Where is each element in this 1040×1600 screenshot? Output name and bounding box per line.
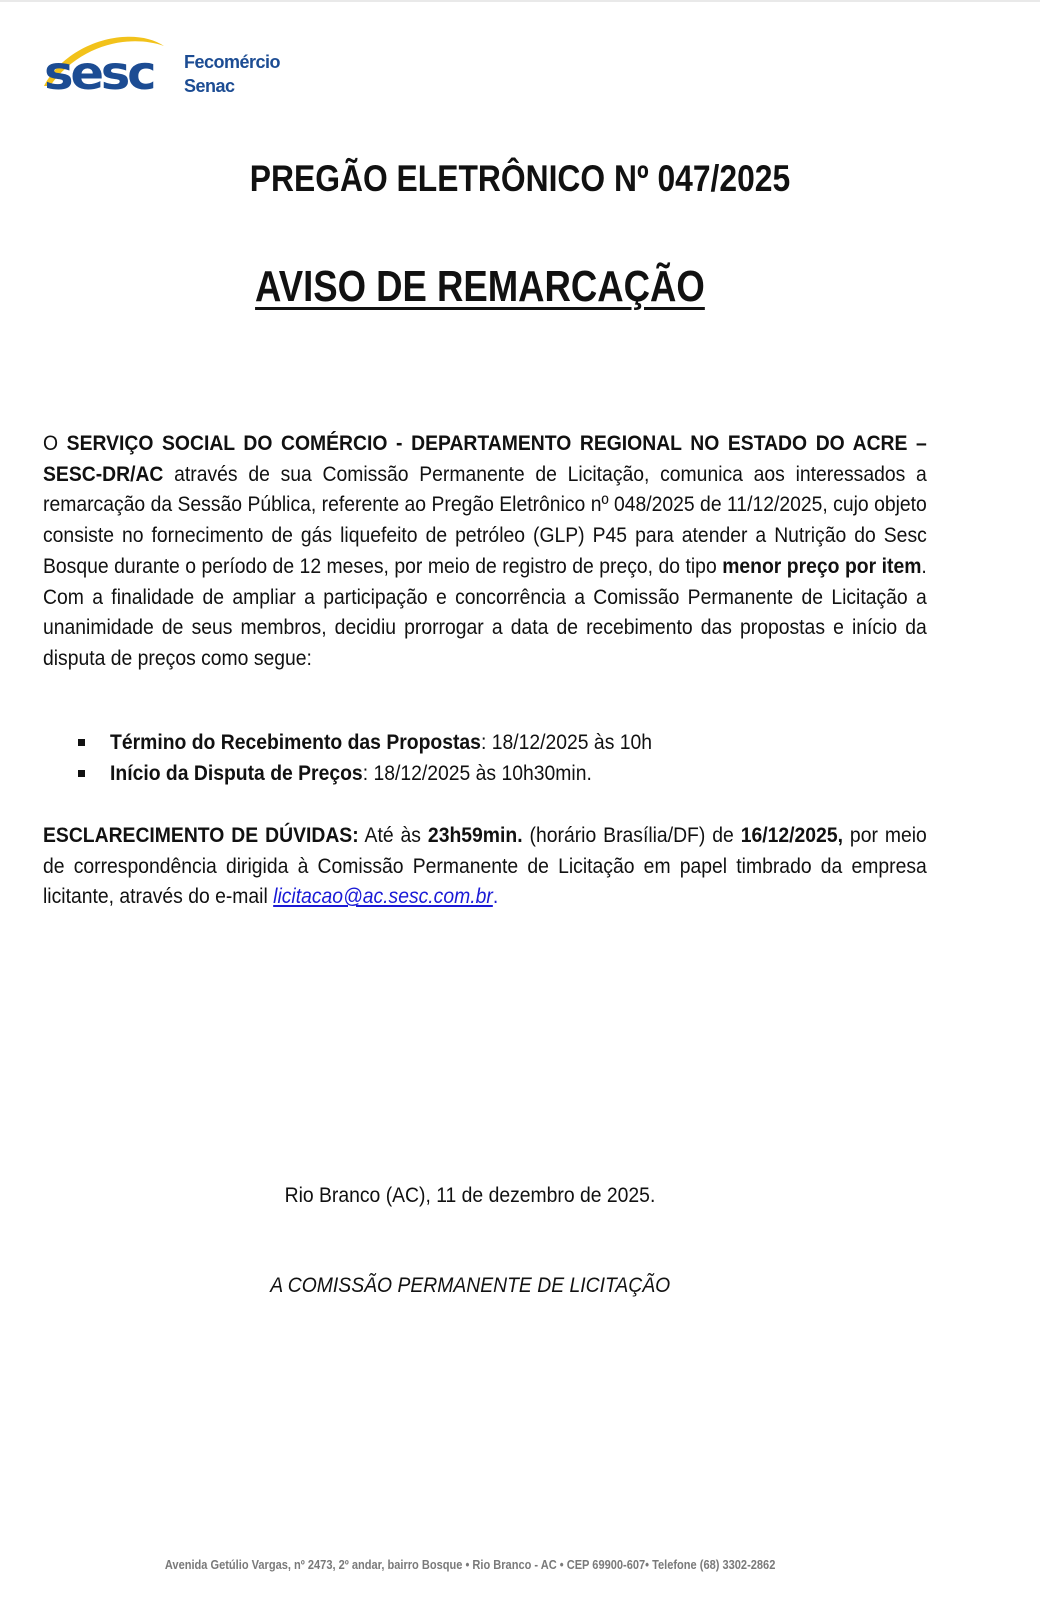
schedule-label: Término do Recebimento das Propostas bbox=[110, 730, 481, 754]
clarification-text: (horário Brasília/DF) de bbox=[522, 823, 741, 847]
page-top-border bbox=[0, 0, 1040, 2]
logo-senac-text: Senac bbox=[184, 76, 235, 96]
clarification-text: . bbox=[492, 884, 499, 909]
body-text: através de sua Comissão Permanente de Licitação, comunica aos interessados a remarcação da Sessão Pública, referente ao Pregão Eletrônico nº 048/2025 de 11/12/2025, cujo objeto consiste no fornecimento de gás liquefeito de petróleo (GLP) P45 para atender a Nutrição do Sesc Bosque durante o período de 12 meses, por meio de registro de preço, do tipo bbox=[43, 461, 927, 578]
bullet-icon bbox=[78, 770, 85, 777]
organization-name: SERVIÇO SOCIAL DO COMÉRCIO - DEPARTAMENTO REGIONAL NO ESTADO DO ACRE – SESC-DR/AC bbox=[43, 431, 927, 486]
bullet-icon bbox=[78, 739, 85, 746]
clarification-paragraph bbox=[43, 820, 927, 912]
clarification-text: Até às bbox=[358, 823, 428, 847]
clarification-label: ESCLARECIMENTO DE DÚVIDAS: bbox=[43, 823, 359, 847]
schedule-value: : 18/12/2025 às 10h bbox=[480, 730, 653, 754]
schedule-item bbox=[78, 758, 712, 789]
clarification-text: por meio de correspondência dirigida à Comissão Permanente de Licitação em papel timbrado da empresa licitante, através do e-mail bbox=[43, 823, 927, 909]
schedule-label: Início da Disputa de Preços bbox=[110, 760, 363, 785]
body-paragraph bbox=[43, 428, 927, 674]
schedule-value: : 18/12/2025 às 10h30min. bbox=[362, 760, 592, 785]
logo-sesc-text: sesc bbox=[44, 46, 154, 100]
email-link[interactable]: licitacao@ac.sesc.com.br bbox=[273, 884, 493, 909]
signature: A COMISSÃO PERMANENTE DE LICITAÇÃO bbox=[270, 1273, 670, 1297]
document-subtitle: AVISO DE REMARCAÇÃO bbox=[255, 262, 705, 311]
body-intro: O bbox=[43, 431, 67, 455]
logo-fecomercio-text: Fecomércio bbox=[184, 52, 281, 72]
document-title: PREGÃO ELETRÔNICO Nº 047/2025 bbox=[249, 158, 791, 199]
clarification-deadline-date: 16/12/2025, bbox=[740, 823, 843, 847]
sesc-logo bbox=[40, 28, 320, 100]
clarification-deadline-time: 23h59min. bbox=[427, 823, 523, 847]
bid-type: menor preço por item bbox=[722, 553, 922, 578]
footer-address: Avenida Getúlio Vargas, nº 2473, 2º andar, bairro Bosque • Rio Branco - AC • CEP 69900-607• Telefone (68) 3302-2862 bbox=[164, 1557, 776, 1572]
schedule-list bbox=[78, 727, 712, 788]
body-text-2: . Com a finalidade de ampliar a participação e concorrência a Comissão Permanente de Licitação a unanimidade de seus membros, decidiu prorrogar a data de recebimento das propostas e início da disputa de preços como segue: bbox=[43, 553, 927, 670]
place-and-date: Rio Branco (AC), 11 de dezembro de 2025. bbox=[284, 1183, 656, 1207]
schedule-item bbox=[78, 727, 712, 758]
